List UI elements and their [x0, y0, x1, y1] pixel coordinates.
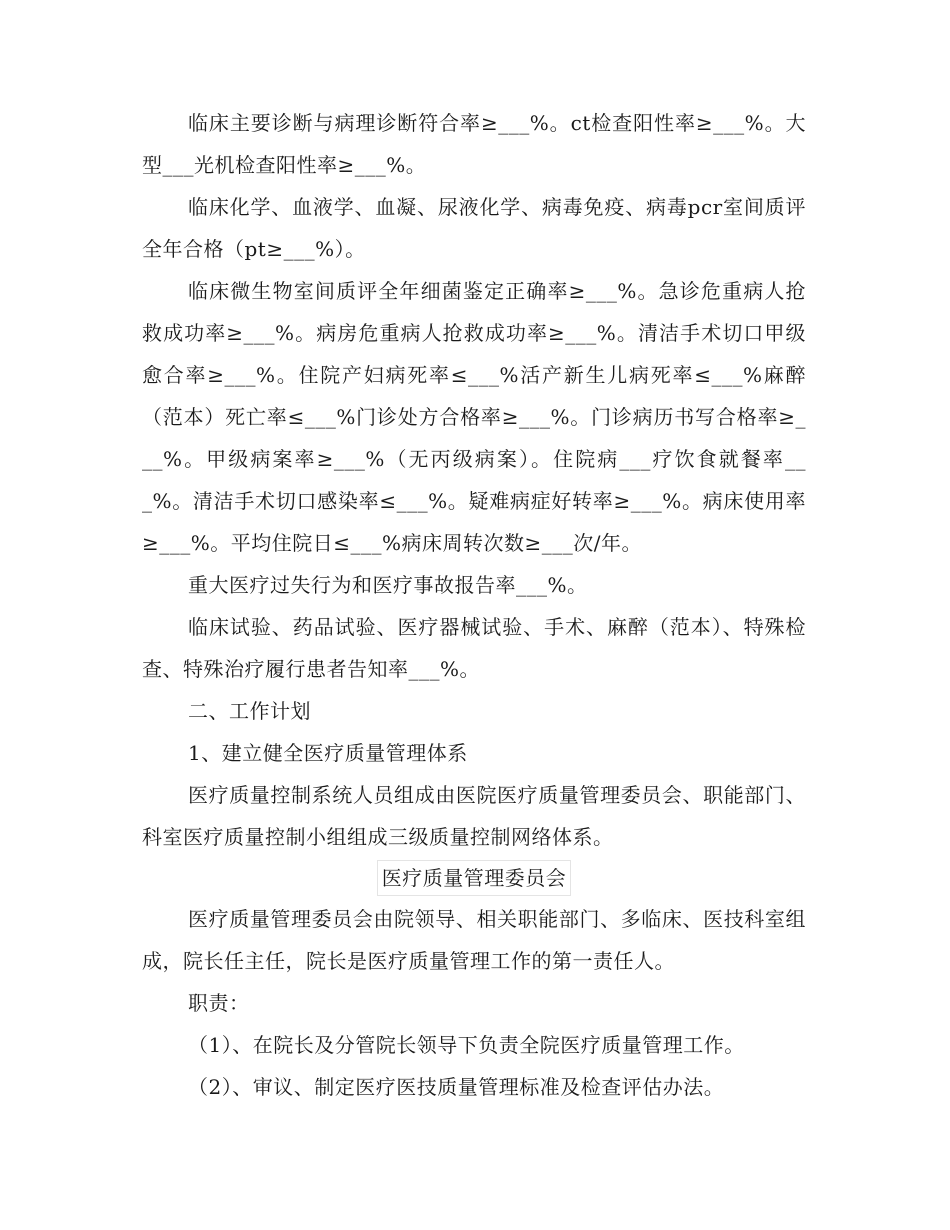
document-body [142, 102, 806, 1108]
paragraph-informed-consent: 临床试验、药品试验、医疗器械试验、手术、麻醉（范本）、特殊检查、特殊治疗履行患者告知率___%。 [142, 615, 806, 681]
list-item-duty-1: （1）、在院长及分管院长领导下负责全院医疗质量管理工作。 [188, 1033, 745, 1057]
list-item-duty-2: （2）、审议、制定医疗医技质量管理标准及检查评估办法。 [188, 1075, 725, 1099]
section-heading-work-plan: 二、工作计划 [188, 699, 311, 723]
subheading-quality-system: 1、建立健全医疗质量管理体系 [188, 741, 468, 765]
paragraph-clinical-indicators: 临床微生物室间质评全年细菌鉴定正确率≥___%。急诊危重病人抢救成功率≥___%。病房危重病人抢救成功率≥___%。清洁手术切口甲级愈合率≥___%。住院产妇病死率≤___%活产新生儿病死率≤___%麻醉（范本）死亡率≤___%门诊处方合格率≥___%。门诊病历书写合格率≥___%。甲级病案率≥___%（无丙级病案）。住院病___疗饮食就餐率___%。清洁手术切口感染率≤___%。疑难病症好转率≥___%。病床使用率≥___%。平均住院日≤___%病床周转次数≥___次/年。 [142, 279, 806, 555]
paragraph-committee-composition: 医疗质量管理委员会由院领导、相关职能部门、多临床、医技科室组成，院长任主任，院长是医疗质量管理工作的第一责任人。 [142, 907, 806, 973]
boxed-heading-wrapper [142, 860, 806, 896]
paragraph-diagnosis-rates: 临床主要诊断与病理诊断符合率≥___%。ct检查阳性率≥___%。大型___光机检查阳性率≥___%。 [142, 111, 806, 177]
paragraph-system-composition: 医疗质量控制系统人员组成由医院医疗质量管理委员会、职能部门、科室医疗质量控制小组组成三级质量控制网络体系。 [142, 783, 806, 849]
paragraph-accident-report: 重大医疗过失行为和医疗事故报告率___%。 [188, 573, 588, 597]
paragraph-lab-quality: 临床化学、血液学、血凝、尿液化学、病毒免疫、病毒pcr室间质评全年合格（pt≥___%）。 [142, 195, 806, 261]
boxed-heading-committee: 医疗质量管理委员会 [377, 860, 572, 896]
label-duties: 职责： [188, 991, 250, 1015]
